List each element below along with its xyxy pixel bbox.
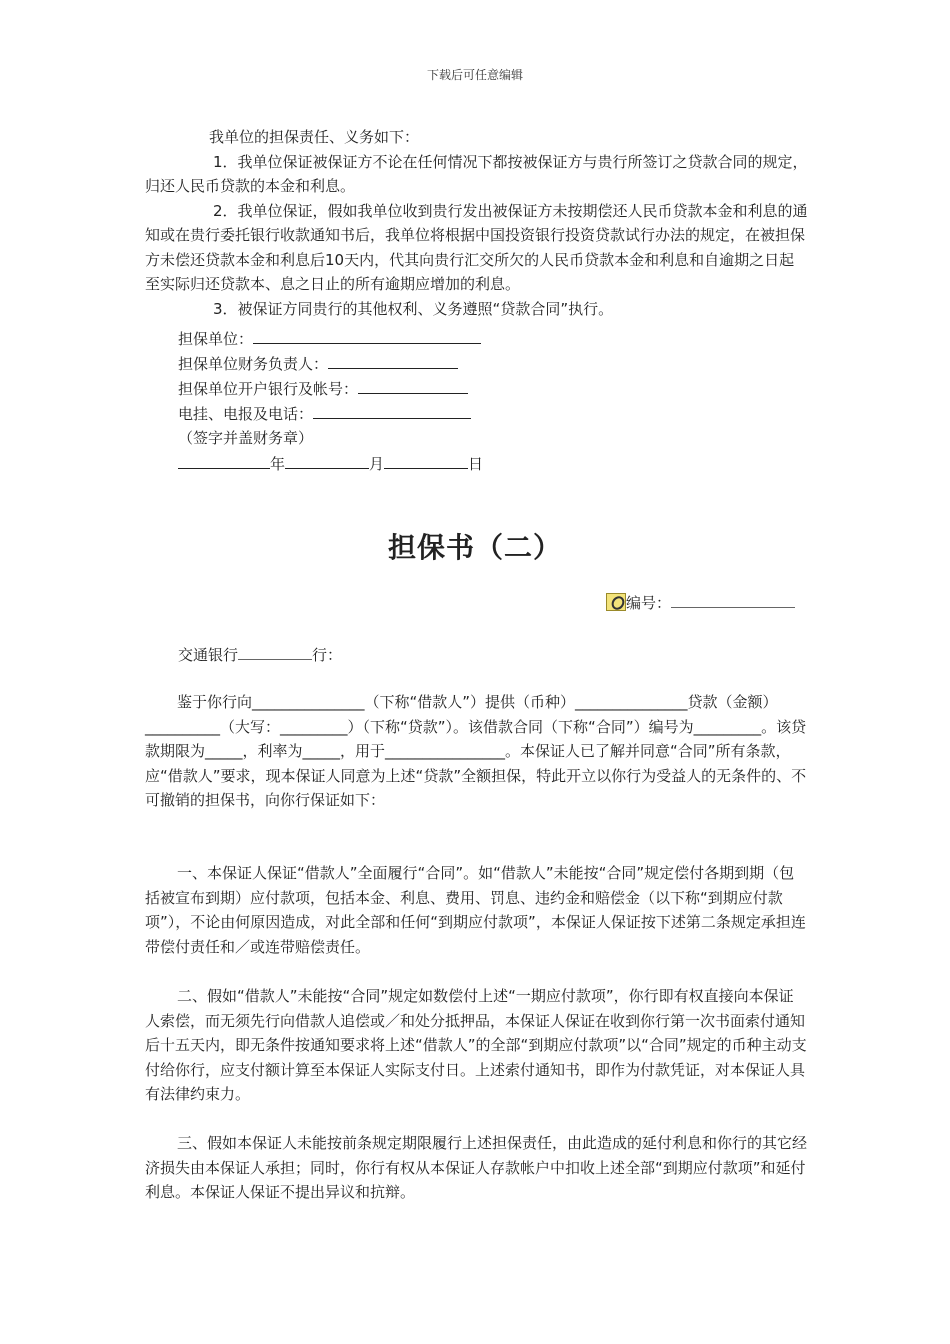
header-note: 下载后可任意编辑 bbox=[426, 68, 523, 82]
contact-blank[interactable] bbox=[313, 401, 471, 419]
guarantor-unit-blank[interactable] bbox=[253, 326, 481, 344]
seal-label: （签字并盖财务章） bbox=[178, 429, 314, 447]
seal-note bbox=[178, 426, 483, 451]
clause-two-text: 二、假如“借款人”未能按“合同”规定如数偿付上述“一期应付款项”，你行即有权直接向本保证人索偿，而无须先行向借款人追偿或／和处分抵押品，本保证人保证在收到你行第一次书面索付通知后十五天内，即无条件按通知要求将上述“借款人”的全部“到期应付款项”以“合同”规定的币种主动支付给你行，应支付额计算至本保证人实际支付日。上述索付通知书，即作为付款凭证，对本保证人具有法律约束力。 bbox=[145, 987, 807, 1103]
duty-item-2: 2．我单位保证，假如我单位收到贵行发出被保证方未按期偿还人民币贷款本金和利息的通知或在贵行委托银行收款通知书后，我单位将根据中国投资银行投资贷款试行办法的规定，在被担保方未偿还贷款本金和利息后10天内，代其向贵行汇交所欠的人民币贷款本金和利息和自逾期之日起至实际归还贷款本、息之日止的所有逾期应增加的利息。 bbox=[145, 201, 808, 293]
bank-suffix: 行： bbox=[312, 646, 343, 664]
guarantee-intro-paragraph bbox=[145, 690, 808, 813]
date-field bbox=[178, 451, 483, 476]
finance-head-label: 担保单位财务负责人： bbox=[178, 355, 329, 373]
serial-number-field bbox=[606, 592, 795, 614]
addressee-line bbox=[178, 644, 342, 665]
contact-label: 电挂、电报及电话： bbox=[178, 405, 314, 423]
day-label: 日 bbox=[468, 455, 484, 473]
bank-account-field bbox=[178, 376, 483, 401]
clause-one bbox=[145, 861, 808, 959]
finance-head-blank[interactable] bbox=[328, 351, 458, 369]
duties-intro: 我单位的担保责任、义务如下： bbox=[209, 128, 420, 146]
serial-blank[interactable] bbox=[671, 593, 795, 608]
clause-two bbox=[145, 984, 808, 1107]
duty-item-3: 3．被保证方同贵行的其他权利、义务遵照“贷款合同”执行。 bbox=[213, 299, 614, 318]
clause-one-text: 一、本保证人保证“借款人”全面履行“合同”。如“借款人”未能按“合同”规定偿付各期到期（包括被宣布到期）应付款项，包括本金、利息、费用、罚息、违约金和赔偿金（以下称“到期应付款项”），不论由何原因造成，对此全部和任何“到期应付款项”，本保证人保证按下述第二条规定承担连带偿付责任和／或连带赔偿责任。 bbox=[145, 864, 806, 956]
clause-three-text: 三、假如本保证人未能按前条规定期限履行上述担保责任，由此造成的延付利息和你行的其它经济损失由本保证人承担；同时，你行有权从本保证人存款帐户中扣收上述全部“到期应付款项”和延付利息。本保证人保证不提出异议和抗辩。 bbox=[145, 1134, 808, 1201]
document-title: 担保书（二） bbox=[387, 531, 562, 564]
serial-label: 编号： bbox=[626, 594, 672, 612]
intro-paragraph: 鉴于你行向_______________（下称“借款人”）提供（币种）_______________贷款（金额）__________（大写：_________）（下称“贷款”）。该借款合同（下称“合同”）编号为_________。该贷款期限为_____，利率为_____，用于________________。本保证人已了解并同意“合同”所有条款，应“借款人”要求，现本保证人同意为上述“贷款”全额担保，特此开立以你行为受益人的无条件的、不可撤销的担保书，向你行保证如下： bbox=[145, 693, 807, 809]
year-label: 年 bbox=[270, 455, 286, 473]
month-label: 月 bbox=[369, 455, 385, 473]
month-blank[interactable] bbox=[285, 451, 369, 469]
year-blank[interactable] bbox=[178, 451, 270, 469]
day-blank[interactable] bbox=[384, 451, 468, 469]
guarantee-duties-section bbox=[145, 125, 808, 321]
bank-account-blank[interactable] bbox=[358, 376, 468, 394]
bank-account-label: 担保单位开户银行及帐号： bbox=[178, 380, 359, 398]
signature-fields bbox=[178, 326, 483, 476]
duty-item-1: 1．我单位保证被保证方不论在任何情况下都按被保证方与贵行所签订之贷款合同的规定，归还人民币贷款的本金和利息。 bbox=[145, 152, 808, 195]
guarantor-unit-field bbox=[178, 326, 483, 351]
finance-head-field bbox=[178, 351, 483, 376]
bank-prefix: 交通银行 bbox=[178, 646, 239, 664]
contact-field bbox=[178, 401, 483, 426]
guarantor-unit-label: 担保单位： bbox=[178, 330, 254, 348]
bank-branch-blank[interactable] bbox=[238, 645, 312, 660]
edit-marker-icon bbox=[606, 593, 626, 611]
clause-three bbox=[145, 1131, 808, 1205]
